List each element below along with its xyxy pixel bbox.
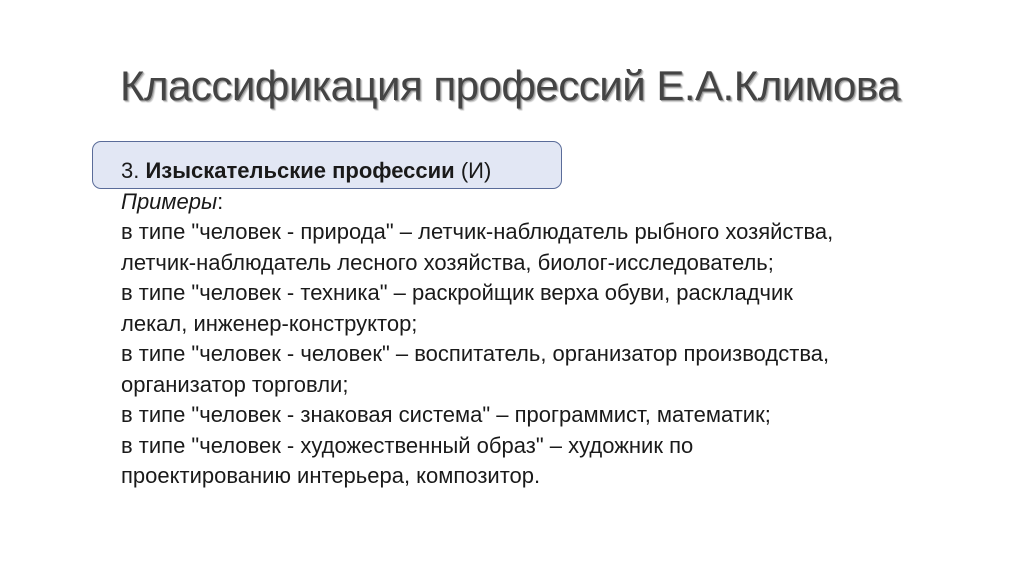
section-heading-line [121, 156, 1001, 187]
example-line: в типе "человек - художественный образ" – художник по [121, 432, 694, 458]
slide-body [121, 156, 1001, 492]
examples-label-suffix: : [217, 188, 224, 214]
example-line: в типе "человек - природа" – летчик-наблюдатель рыбного хозяйства, [121, 219, 834, 244]
section-heading: Изыскательские профессии [145, 158, 455, 183]
example-line: в типе "человек - человек" – воспитатель, организатор производства, [121, 341, 830, 366]
slide-title: Классификация профессий Е.А.Климова [120, 62, 901, 109]
example-line: организатор торговли; [121, 371, 349, 397]
examples-label: Примеры [121, 188, 218, 214]
examples-label-line [121, 187, 1001, 218]
section-abbreviation: (И) [454, 158, 492, 183]
example-line: проектированию интерьера, композитор. [121, 463, 541, 488]
example-line: летчик-наблюдатель лесного хозяйства, биолог-исследователь; [121, 249, 774, 275]
example-line: в типе "человек - техника" – раскройщик верха обуви, раскладчик [121, 280, 793, 305]
section-number: 3. [121, 158, 146, 183]
example-line: в типе "человек - знаковая система" – программист, математик; [121, 402, 771, 427]
example-line: лекал, инженер-конструктор; [121, 310, 418, 336]
